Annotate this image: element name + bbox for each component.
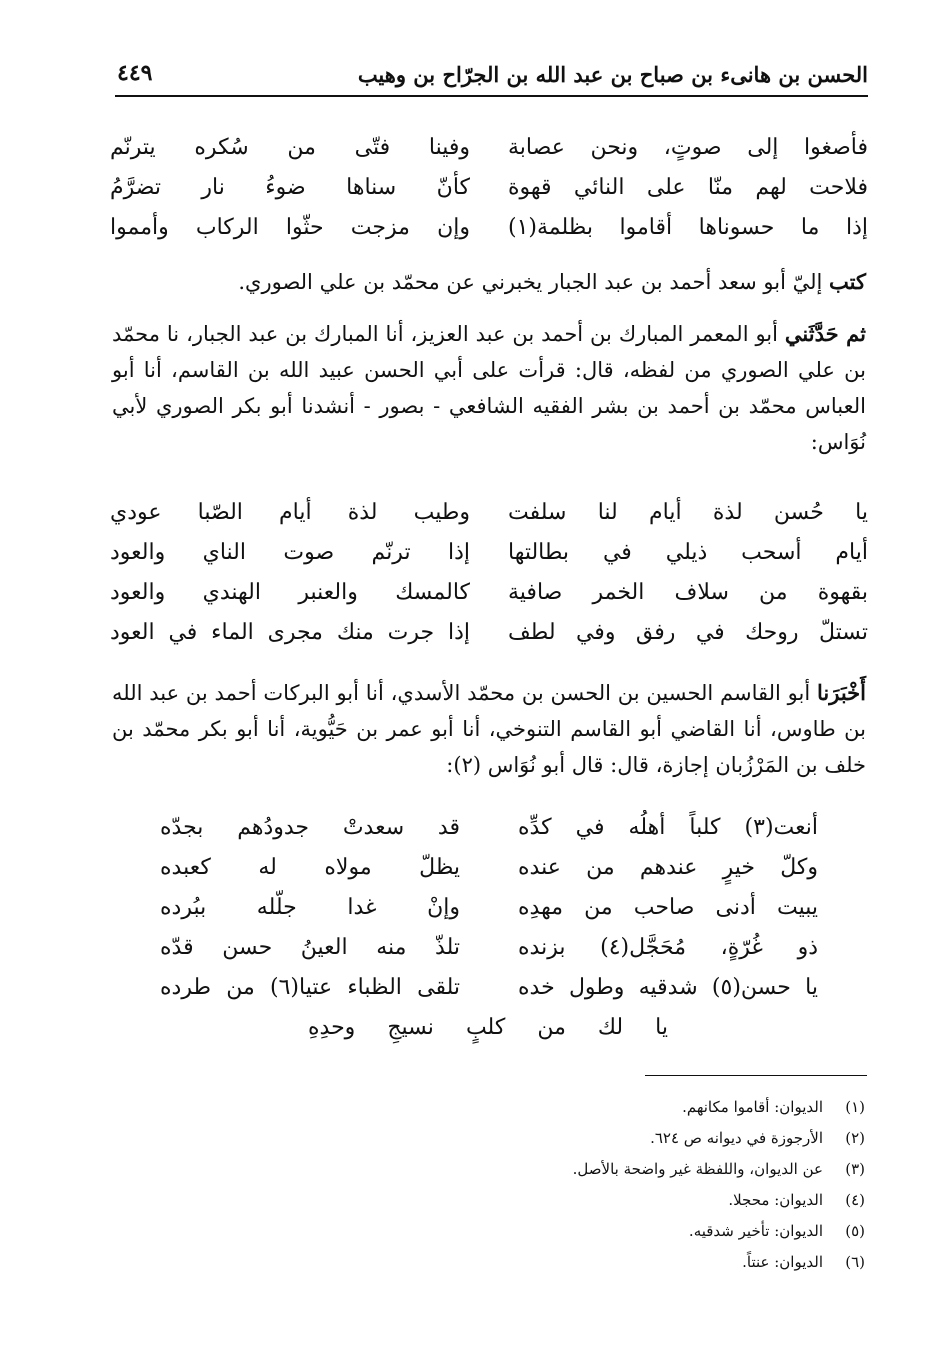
verse-line: [160, 810, 818, 850]
footnote: [400, 1247, 865, 1278]
footnote-number: (٦): [845, 1253, 865, 1271]
verse-second-hemistich: وإن مزجت حثّوا الركاب وأمموا: [110, 215, 470, 240]
verse-line-single: [160, 1010, 818, 1050]
footnote-number: (٥): [845, 1222, 865, 1240]
verse-second-hemistich: إذا جرت منك مجرى الماء في العود: [110, 620, 470, 645]
verse-first-hemistich: تستلّ روحك في رفق وفي لطف: [508, 620, 868, 645]
running-header: [115, 58, 868, 92]
verse-line: [110, 535, 868, 575]
verse-first-hemistich: فلاحت لهم منّا على النائي قهوة: [508, 175, 868, 200]
verse-line: [110, 170, 868, 210]
verse-line: [110, 575, 868, 615]
verse-second-hemistich: وفينا فتّى من سُكره يترنّم: [110, 135, 470, 160]
footnote-text: عن الديوان، واللفظة غير واضحة بالأصل.: [572, 1160, 823, 1178]
footnote-text: الديوان: محجلا.: [728, 1191, 823, 1209]
paragraph-text: [112, 675, 866, 783]
paragraph-body: إليّ أبو سعد أحمد بن عبد الجبار يخبرني عن محمّد بن علي الصوري.: [238, 270, 830, 294]
verse-block-3: [160, 810, 818, 1050]
footnote-text: الديوان: أقاموا مكانهم.: [682, 1098, 823, 1116]
paragraph-text: [112, 316, 866, 460]
paragraph-text: [112, 264, 866, 300]
footnote-text: الأرجوزة في ديوانه ص ٦٢٤.: [650, 1129, 823, 1147]
footnote: [400, 1216, 865, 1247]
verse-second-hemistich: إذا ترنّم صوت الناي والعود: [110, 540, 470, 565]
verse-second-hemistich: قد سعدتْ جدودُهم بجدّه: [160, 815, 460, 840]
verse-first-hemistich: يا حسن(٥) شدقيه وطول خده: [518, 975, 818, 1000]
verse-first-hemistich: وكلّ خيرٍ عندهم من عنده: [518, 855, 818, 880]
verse-first-hemistich: يبيت أدنى صاحب من مهدِه: [518, 895, 818, 920]
paragraph-1: [112, 264, 866, 300]
verse-line: [110, 615, 868, 655]
verse-first-hemistich: يا حُسن لذة أيام لنا سلفت: [508, 500, 868, 525]
verse-line: [160, 970, 818, 1010]
verse-line: [110, 130, 868, 170]
verse-second-hemistich: وطيب لذة أيام الصّبا عودي: [110, 500, 470, 525]
footnote: [400, 1092, 865, 1123]
verse-second-hemistich: كالمسك والعنبر الهندي والعود: [110, 580, 470, 605]
verse-block-1: [110, 130, 868, 250]
footnote: [400, 1154, 865, 1185]
paragraph-2: [112, 316, 866, 460]
header-rule: [115, 95, 868, 97]
paragraph-lead: كتب: [829, 269, 866, 294]
verse-single-hemistich: يا لك من كلبٍ نسيجِ وحدِهِ: [308, 1015, 668, 1040]
footnote-number: (٤): [845, 1191, 865, 1209]
paragraph-body: أبو القاسم الحسين بن الحسن بن محمّد الأسدي، أنا أبو البركات أحمد بن عبد الله بن طاوس، أنا القاضي أبو القاسم التنوخي، أنا أبو عمر بن حَيُّوية، أنا أبو بكر محمّد بن خلف بن المَرْزُبان إجازة، قال: قال أبو نُوَاس (٢):: [112, 681, 866, 777]
footnotes: [400, 1092, 865, 1278]
footnote-number: (٣): [845, 1160, 865, 1178]
verse-line: [160, 930, 818, 970]
header-title: الحسن بن هانىء بن صباح بن عبد الله بن الجرّاح بن وهيب: [357, 62, 868, 87]
verse-first-hemistich: إذا ما حسوناها أقاموا بظلمة(١): [508, 215, 868, 240]
footnote-number: (٢): [845, 1129, 865, 1147]
verse-line: [110, 495, 868, 535]
paragraph-lead: ثم حَدَّثَني: [784, 321, 866, 346]
verse-line: [160, 890, 818, 930]
footnote-text: الديوان: عنتاً.: [742, 1253, 823, 1271]
verse-second-hemistich: تلقى الظباء عتيا(٦) من طرده: [160, 975, 460, 1000]
page-number: ٤٤٩: [117, 60, 153, 86]
paragraph-body: أبو المعمر المبارك بن أحمد بن عبد العزيز، أنا المبارك بن عبد الجبار، نا محمّد بن علي الصوري من لفظه، قال: قرأت على أبي الحسن عبيد الله بن القاسم، أنا أبو العباس محمّد بن أحمد بن بشر الفقيه الشافعي - بصور - أنشدنا أبو بكر الصوري لأبي نُوَاس:: [112, 322, 866, 454]
footnote: [400, 1123, 865, 1154]
verse-first-hemistich: أيام أسحب ذيلي في بطالتها: [508, 540, 868, 565]
verse-line: [110, 210, 868, 250]
verse-second-hemistich: كأنّ سناها ضوءُ نار تضرَّمُ: [110, 175, 470, 200]
verse-first-hemistich: فأصغوا إلى صوتٍ، ونحن عصابة: [508, 135, 868, 160]
paragraph-lead: أَخْبَرَنا: [817, 680, 866, 705]
verse-first-hemistich: بقهوة من سلاف الخمر صافية: [508, 580, 868, 605]
verse-second-hemistich: وإنْ غدا جلّله ببُرده: [160, 895, 460, 920]
verse-first-hemistich: ذو غُرّةٍ، مُحَجَّل(٤) بزنده: [518, 935, 818, 960]
verse-line: [160, 850, 818, 890]
paragraph-3: [112, 675, 866, 783]
verse-block-2: [110, 495, 868, 655]
footnote-number: (١): [845, 1098, 865, 1116]
footnote: [400, 1185, 865, 1216]
verse-second-hemistich: يظلّ مولاه له كعبده: [160, 855, 460, 880]
verse-second-hemistich: تلذّ منه العينُ حسن قدّه: [160, 935, 460, 960]
footnote-text: الديوان: تأخير شدقيه.: [688, 1222, 823, 1240]
verse-first-hemistich: أنعت(٣) كلباً أهلُه في كدِّه: [518, 815, 818, 840]
footnote-rule: [645, 1075, 867, 1076]
